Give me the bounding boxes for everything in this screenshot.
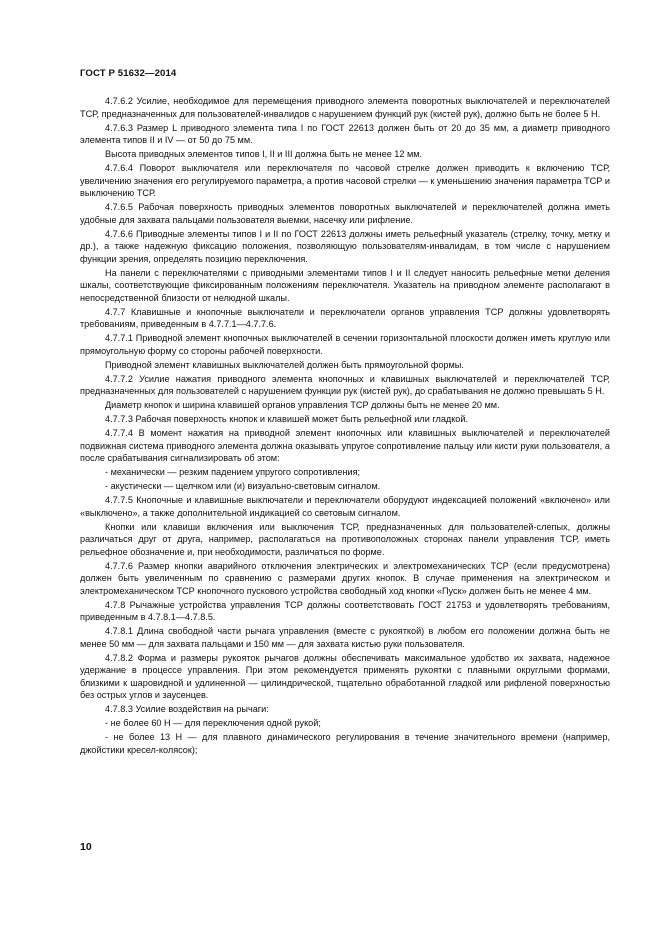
paragraph: 4.7.7 Клавишные и кнопочные выключатели и переключатели органов управления ТСР должны удовлетворять требованиям, приведенным в 4.7.7.1—4.7.7.6.	[80, 306, 610, 329]
list-item: - механически — резким падением упругого сопротивления;	[105, 467, 361, 477]
paragraph: 4.7.7.3 Рабочая поверхность кнопок и клавишей может быть рельефной или гладкой.	[105, 414, 469, 424]
paragraph: 4.7.7.5 Кнопочные и клавишные выключатели и переключатели оборудуют индексацией положений «включено» или «выключено», а также дополнительной индикацией со световым сигналом.	[80, 495, 610, 518]
paragraph: 4.7.7.6 Размер кнопки аварийного отключения электрических и электромеханических ТСР (если предусмотрена) должен быть увеличенным по сравнению с размерами других кнопок. В случае применения на электрическом и электромеханическом ТСР кнопочного пускового устройства свободный ход кнопки «Пуск» должен быть не менее 4 мм.	[80, 560, 610, 596]
paragraph: 4.7.6.5 Рабочая поверхность приводных элементов поворотных выключателей и переключателей должна иметь удобные для захвата пальцами пользователя выемки, насечку или рифление.	[80, 202, 610, 225]
list-item: - не более 13 Н — для плавного динамического регулирования в течение значительного времени (например, джойстики кресел-колясок);	[80, 732, 610, 755]
paragraph: Диаметр кнопок и ширина клавишей органов управления ТСР должны быть не менее 20 мм.	[105, 400, 500, 410]
paragraph: 4.7.6.3 Размер L приводного элемента типа I по ГОСТ 22613 должен быть от 20 до 35 мм, а диаметр приводного элемента типов II и IV — от 50 до 75 мм.	[80, 122, 610, 145]
paragraph: 4.7.6.2 Усилие, необходимое для перемещения приводного элемента поворотных выключателей и переключателей ТСР, предназначенных для пользователей-инвалидов с нарушением функций рук (кистей рук), должно быть не более 5 Н.	[80, 96, 610, 119]
page-number: 10	[80, 841, 92, 853]
list-item: - не более 60 Н — для переключения одной рукой;	[105, 718, 321, 728]
paragraph: 4.7.8 Рычажные устройства управления ТСР должны соответствовать ГОСТ 21753 и удовлетворять требованиям, приведенным в 4.7.8.1—4.7.8.5.	[80, 599, 610, 622]
paragraph: На панели с переключателями с приводными элементами типов I и II следует наносить рельефные метки деления шкалы, соответствующие фиксированным положениям переключателя. Указатель на приводном элементе располагают в непосредственной близости от нелюдной шкалы.	[80, 267, 610, 303]
paragraph: Приводной элемент клавишных выключателей должен быть прямоугольной формы.	[105, 359, 464, 370]
paragraph: 4.7.7.1 Приводной элемент кнопочных выключателей в сечении горизонтальной плоскости должен иметь круглую или прямоугольную форму со стороны рабочей поверхности.	[80, 333, 610, 356]
standard-header: ГОСТ Р 51632—2014	[80, 68, 177, 79]
paragraph: 4.7.8.2 Форма и размеры рукояток рычагов должны обеспечивать максимальное удобство их захвата, надежное удержание в процессе управления. При этом рекомендуется применять рукоятки с плавными округлыми формами, близкими к шаровидной и удлиненной — цилиндрической, тщательно обработанной гладкой или рифленой поверхностью без острых углов и заусенцев.	[80, 652, 610, 700]
paragraph: 4.7.6.4 Поворот выключателя или переключателя по часовой стрелке должен приводить к включению ТСР, увеличению значения его регулируемого параметра, а против часовой стрелки — к уменьшению значения параметра ТСР и выключению ТСР.	[80, 163, 610, 198]
document-body	[80, 95, 610, 758]
paragraph: 4.7.7.2 Усилие нажатия приводного элемента кнопочных и клавишных выключателей и переключателей ТСР, предназначенных для пользователей с нарушением функции рук (кистей рук), до срабатывания не должно превышать 5 Н.	[80, 373, 610, 396]
paragraph: 4.7.8.1 Длина свободной части рычага управления (вместе с рукояткой) в любом его положении должна быть не менее 50 мм — для захвата пальцами и 150 мм — для захвата кистью руки пользователя.	[80, 626, 610, 649]
paragraph: Высота приводных элементов типов I, II и III должна быть не менее 12 мм.	[105, 149, 423, 159]
paragraph: 4.7.7.4 В момент нажатия на приводной элемент кнопочных или клавишных выключателей и переключателей подвижная система приводного элемента должна оказывать упругое сопротивление пальцу или кисти руки пользователя, а после срабатывания сигнализировать об этом:	[80, 428, 610, 463]
paragraph: 4.7.6.6 Приводные элементы типов I и II по ГОСТ 22613 должны иметь рельефный указатель (стрелку, точку, метку и др.), а также надежную фиксацию положения, позволяющую пользователям-инвалидам, в том числе с нарушением функции зрения, определять позицию переключения.	[80, 228, 610, 264]
paragraph: 4.7.8.3 Усилие воздействия на рычаги:	[105, 704, 269, 714]
paragraph: Кнопки или клавиши включения или выключения ТСР, предназначенных для пользователей-слепых, должны различаться друг от друга, например, располагаться на противоположных сторонах панели управления ТСР, иметь рельефное обозначение и, при необходимости, различаться по форме.	[80, 521, 610, 557]
list-item: - акустически — щелчком или (и) визуально-световым сигналом.	[105, 481, 381, 491]
